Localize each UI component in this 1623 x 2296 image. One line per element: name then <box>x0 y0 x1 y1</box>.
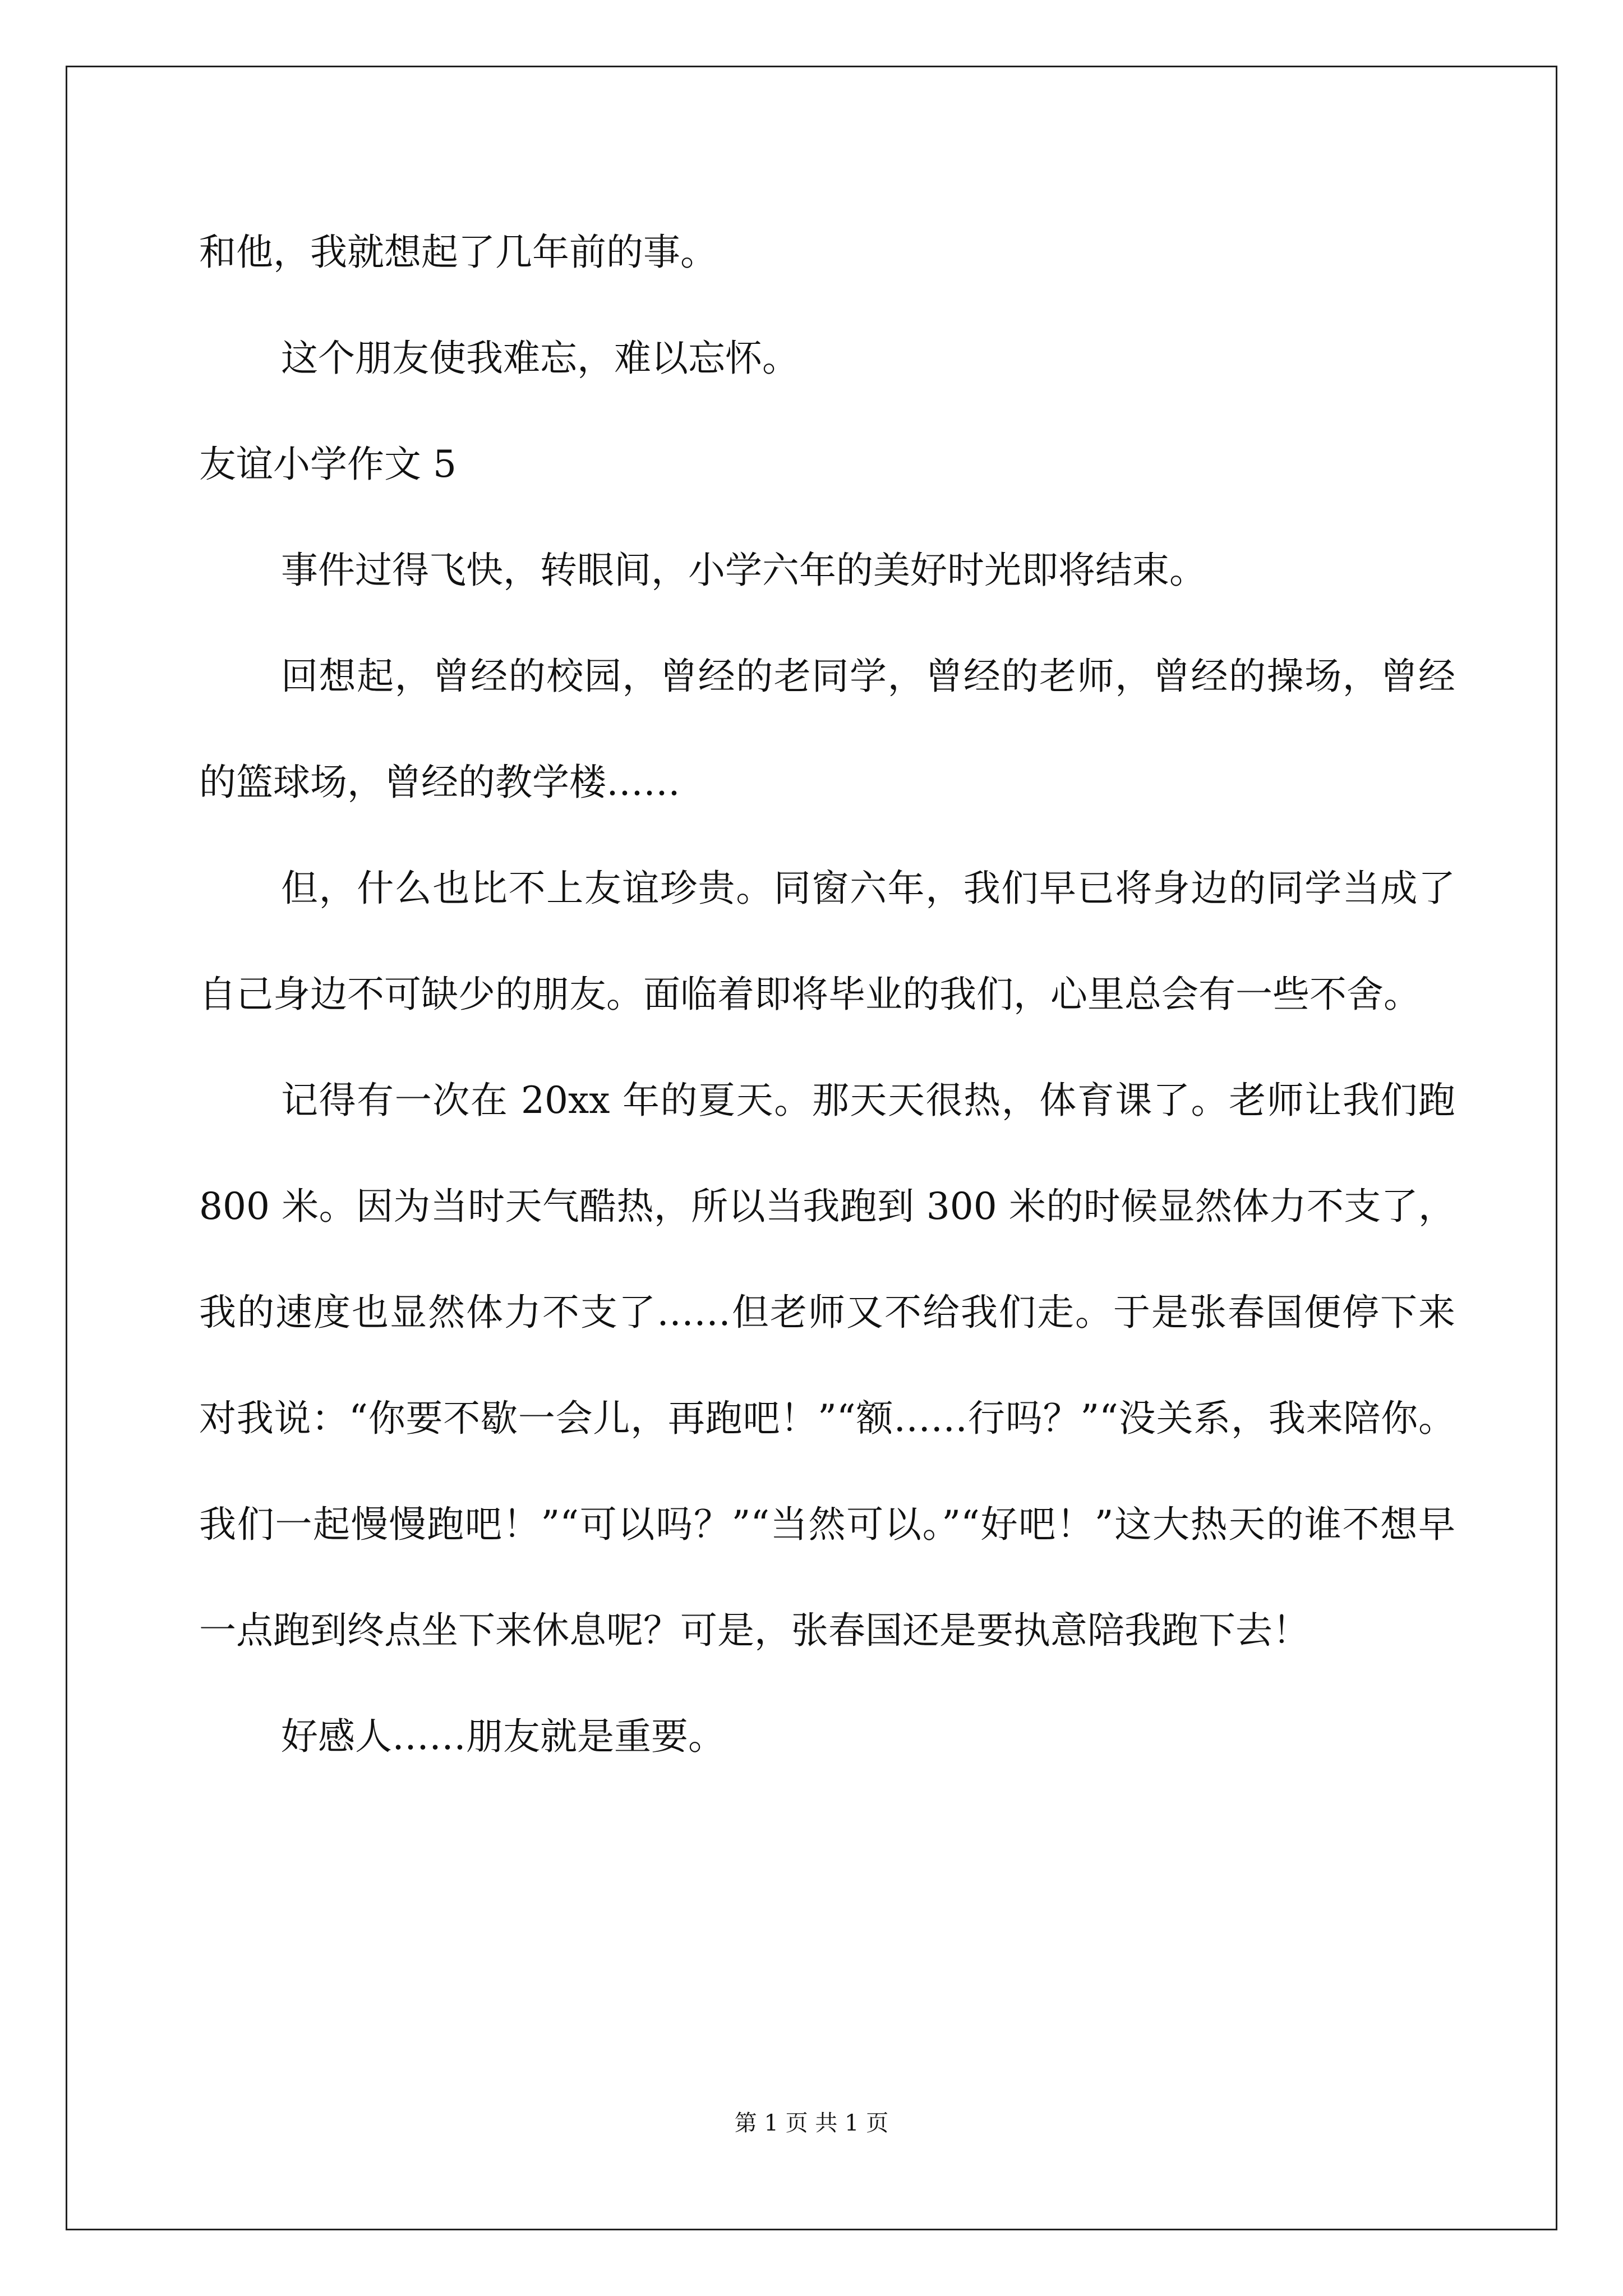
section-heading: 友谊小学作文 5 <box>199 443 457 486</box>
page-number-footer: 第 1 页 共 1 页 <box>734 2110 889 2136</box>
paragraph-1: 和他，我就想起了几年前的事。 <box>199 231 717 274</box>
paragraph-3: 事件过得飞快，转眼间，小学六年的美好时光即将结束。 <box>281 549 1206 592</box>
paragraph-5: 但，什么也比不上友谊珍贵。同窗六年，我们早已将身边的同学当成了自己身边不可缺少的朋友。面临着即将毕业的我们，心里总会有一些不舍。 <box>199 867 1455 1016</box>
paragraph-6: 记得有一次在 20xx 年的夏天。那天天很热，体育课了。老师让我们跑 800 米。因为当时天气酷热，所以当我跑到 300 米的时候显然体力不支了，我的速度也显然体力不支了……但老师又不给我们走。于是张春国便停下来对我说：“你要不歇一会儿，再跑吧！”“额……行吗？”“没关系，我来陪你。我们一起慢慢跑吧！”“可以吗？”“当然可以。”“好吧！”这大热天的谁不想早一点跑到终点坐下来休息呢？可是，张春国还是要执意陪我跑下去！ <box>199 1079 1467 1652</box>
document-body <box>199 199 1467 1789</box>
paragraph-7: 好感人……朋友就是重要。 <box>281 1715 725 1758</box>
paragraph-2: 这个朋友使我难忘，难以忘怀。 <box>281 337 799 380</box>
paragraph-4: 回想起，曾经的校园，曾经的老同学，曾经的老师，曾经的操场，曾经的篮球场，曾经的教学楼…… <box>199 655 1455 804</box>
